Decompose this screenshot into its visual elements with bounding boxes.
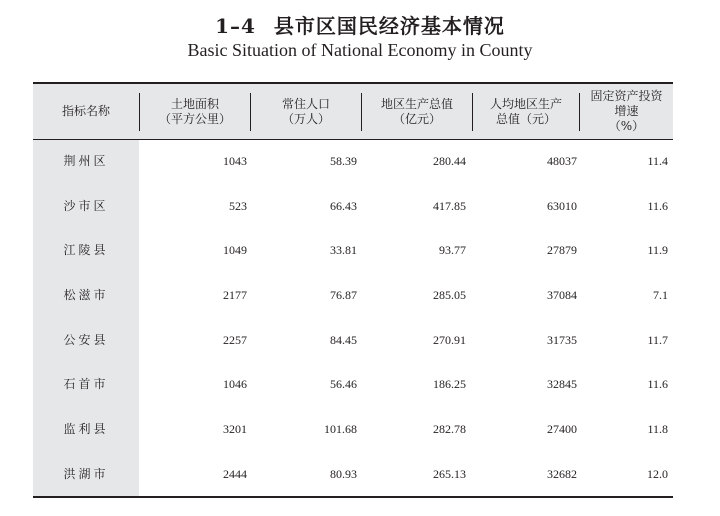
cell-population: 58.39 xyxy=(330,154,357,168)
cell-gdp: 417.85 xyxy=(433,199,466,213)
cell-gdp-per-capita: 27879 xyxy=(547,243,577,257)
table-number: 1–4 xyxy=(215,14,256,38)
cell-population: 80.93 xyxy=(330,467,357,481)
table-row xyxy=(33,407,673,451)
cell-area: 523 xyxy=(229,199,247,213)
cell-population: 56.46 xyxy=(330,377,357,391)
cell-gdp: 282.78 xyxy=(433,422,466,436)
cell-gdp: 285.05 xyxy=(433,288,466,302)
cell-name: 沙市区 xyxy=(63,199,109,213)
cell-name: 监利县 xyxy=(63,422,109,436)
cell-investment-growth: 11.6 xyxy=(647,377,668,391)
cell-gdp: 280.44 xyxy=(433,154,466,168)
cell-area: 3201 xyxy=(223,422,247,436)
cell-name: 荆州区 xyxy=(63,154,109,168)
cell-name: 公安县 xyxy=(63,333,109,347)
cell-gdp-per-capita: 48037 xyxy=(547,154,577,168)
table-row xyxy=(33,228,673,272)
header-line: 固定资产投资 xyxy=(590,89,663,103)
cell-gdp-per-capita: 31735 xyxy=(547,333,577,347)
cell-gdp: 93.77 xyxy=(439,243,466,257)
header-line: （平方公里） xyxy=(158,111,231,126)
cell-investment-growth: 11.8 xyxy=(647,422,668,436)
header-indicator-name xyxy=(33,84,139,139)
cell-investment-growth: 12.0 xyxy=(647,467,668,481)
table-title-zh-text: 县市区国民经济基本情况 xyxy=(273,14,505,38)
cell-gdp: 265.13 xyxy=(433,467,466,481)
table-title-zh xyxy=(0,10,720,39)
cell-area: 2444 xyxy=(223,467,247,481)
header-gdp xyxy=(362,84,472,139)
cell-gdp: 186.25 xyxy=(433,377,466,391)
table-title-en: Basic Situation of National Economy in County xyxy=(187,40,533,60)
cell-area: 2257 xyxy=(223,333,247,347)
cell-gdp-per-capita: 37084 xyxy=(547,288,577,302)
cell-name: 松滋市 xyxy=(63,288,109,302)
cell-population: 33.81 xyxy=(330,243,357,257)
cell-population: 84.45 xyxy=(330,333,357,347)
cell-name: 洪湖市 xyxy=(63,467,109,481)
cell-gdp-per-capita: 32845 xyxy=(547,377,577,391)
header-line: （万人） xyxy=(281,111,330,126)
cell-investment-growth: 11.4 xyxy=(647,154,668,168)
table-row xyxy=(33,362,673,406)
table-row xyxy=(33,318,673,362)
header-line: 增速 xyxy=(614,104,639,118)
cell-gdp: 270.91 xyxy=(433,333,466,347)
cell-population: 66.43 xyxy=(330,199,357,213)
header-line: （%） xyxy=(608,119,645,133)
cell-area: 1043 xyxy=(223,154,247,168)
header-line: 指标名称 xyxy=(61,104,110,118)
table-row xyxy=(33,139,673,183)
header-line: 常住人口 xyxy=(281,96,330,111)
bottom-rule xyxy=(33,496,673,498)
cell-investment-growth: 11.6 xyxy=(647,199,668,213)
table-row xyxy=(33,273,673,317)
header-line: （亿元） xyxy=(392,111,441,126)
cell-population: 101.68 xyxy=(324,422,357,436)
cell-gdp-per-capita: 27400 xyxy=(547,422,577,436)
cell-investment-growth: 11.7 xyxy=(647,333,668,347)
header-land-area xyxy=(140,84,250,139)
cell-investment-growth: 7.1 xyxy=(653,288,668,302)
header-line: 总值（元） xyxy=(495,111,556,126)
header-investment-growth xyxy=(580,84,673,139)
cell-investment-growth: 11.9 xyxy=(647,243,668,257)
table-row xyxy=(33,184,673,228)
header-gdp-per-capita xyxy=(473,84,579,139)
header-line: 人均地区生产 xyxy=(489,96,562,111)
table-row xyxy=(33,452,673,496)
cell-area: 1049 xyxy=(223,243,247,257)
header-population xyxy=(251,84,361,139)
cell-area: 1046 xyxy=(223,377,247,391)
cell-population: 76.87 xyxy=(330,288,357,302)
cell-name: 江陵县 xyxy=(63,243,109,257)
cell-gdp-per-capita: 32682 xyxy=(547,467,577,481)
header-line: 土地面积 xyxy=(170,96,219,111)
cell-gdp-per-capita: 63010 xyxy=(547,199,577,213)
header-line: 地区生产总值 xyxy=(380,96,453,111)
cell-area: 2177 xyxy=(223,288,247,302)
cell-name: 石首市 xyxy=(63,377,109,391)
